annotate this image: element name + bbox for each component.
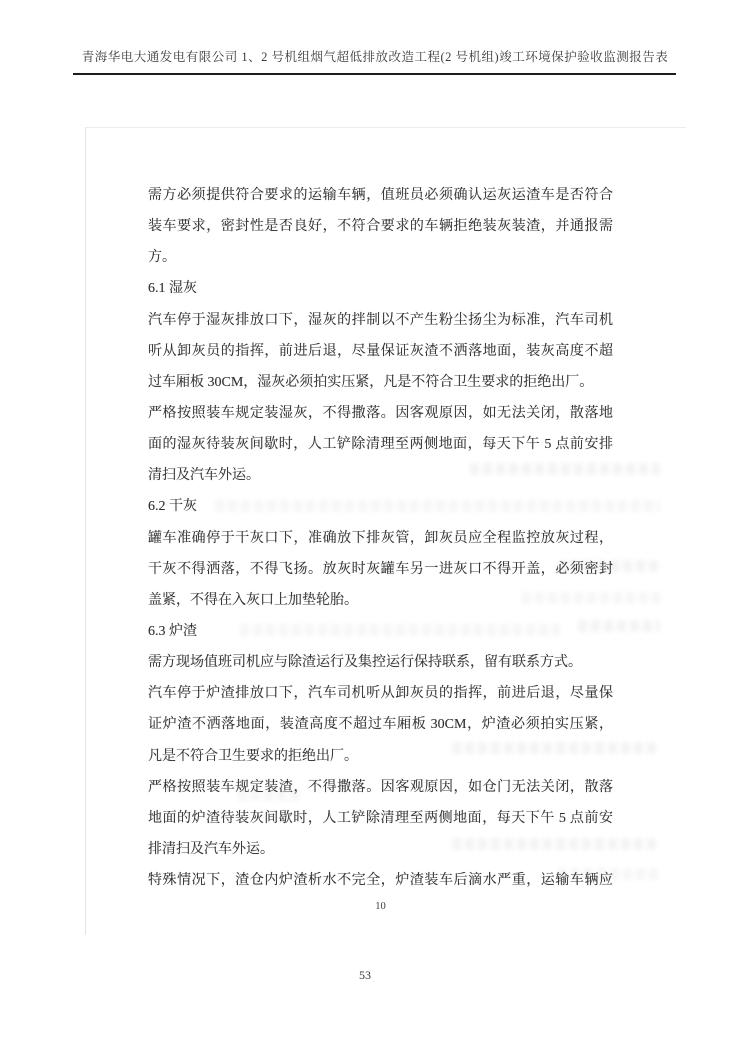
- body-line: 面的湿灰待装灰间歇时，人工铲除清理至两侧地面，每天下午 5 点前安排: [148, 437, 613, 453]
- inner-page-number: 10: [375, 901, 386, 913]
- page-number: 53: [359, 968, 371, 982]
- section-heading-6-3: 6.3 炉渣: [148, 623, 197, 639]
- body-line: 汽车停于湿灰排放口下，湿灰的拌制以不产生粉尘扬尘为标准，汽车司机: [148, 312, 613, 328]
- body-text-block: [148, 180, 613, 912]
- body-line: 罐车准确停于干灰口下，准确放下排灰管，卸灰员应全程监控放灰过程，: [148, 530, 613, 546]
- body-line: 盖紧，不得在入灰口上加垫轮胎。: [148, 592, 358, 608]
- section-heading-6-2: 6.2 干灰: [148, 499, 197, 515]
- body-line: 干灰不得洒落，不得飞扬。放灰时灰罐车另一进灰口不得开盖，必须密封: [148, 561, 613, 577]
- document-header-title: 青海华电大通发电有限公司 1、2 号机组烟气超低排放改造工程(2 号机组)竣工环境保护验收监测报告表: [81, 50, 669, 64]
- body-line: 需方必须提供符合要求的运输车辆，值班员必须确认运灰运渣车是否符合: [148, 188, 613, 203]
- body-line: 装车要求，密封性是否良好，不符合要求的车辆拒绝装灰装渣，并通报需: [148, 219, 613, 235]
- body-line: 方。: [148, 250, 176, 266]
- body-line: 汽车停于炉渣排放口下，汽车司机听从卸灰员的指挥，前进后退，尽量保: [148, 686, 613, 702]
- body-line: 清扫及汽车外运。: [148, 468, 260, 484]
- body-line: 证炉渣不洒落地面，装渣高度不超过车厢板 30CM，炉渣必须拍实压紧，: [148, 717, 613, 733]
- body-line: 严格按照装车规定装渣，不得撒落。因客观原因，如仓门无法关闭，散落: [148, 779, 613, 795]
- body-line: 过车厢板 30CM，湿灰必须拍实压紧，凡是不符合卫生要求的拒绝出厂。: [148, 374, 594, 390]
- header-rule-divider: [73, 73, 676, 75]
- body-line: 严格按照装车规定装湿灰，不得撒落。因客观原因，如无法关闭，散落地: [148, 405, 613, 421]
- body-line: 特殊情况下，渣仓内炉渣析水不完全，炉渣装车后滴水严重，运输车辆应: [148, 873, 613, 889]
- body-line: 听从卸灰员的指挥，前进后退，尽量保证灰渣不洒落地面，装灰高度不超: [148, 343, 613, 359]
- section-heading-6-1: 6.1 湿灰: [148, 281, 197, 297]
- body-line: 需方现场值班司机应与除渣运行及集控运行保持联系，留有联系方式。: [148, 655, 582, 671]
- body-line: 地面的炉渣待装灰间歇时，人工铲除清理至两侧地面，每天下午 5 点前安: [148, 810, 613, 826]
- body-line: 凡是不符合卫生要求的拒绝出厂。: [148, 748, 358, 764]
- body-line: 排清扫及汽车外运。: [148, 841, 274, 857]
